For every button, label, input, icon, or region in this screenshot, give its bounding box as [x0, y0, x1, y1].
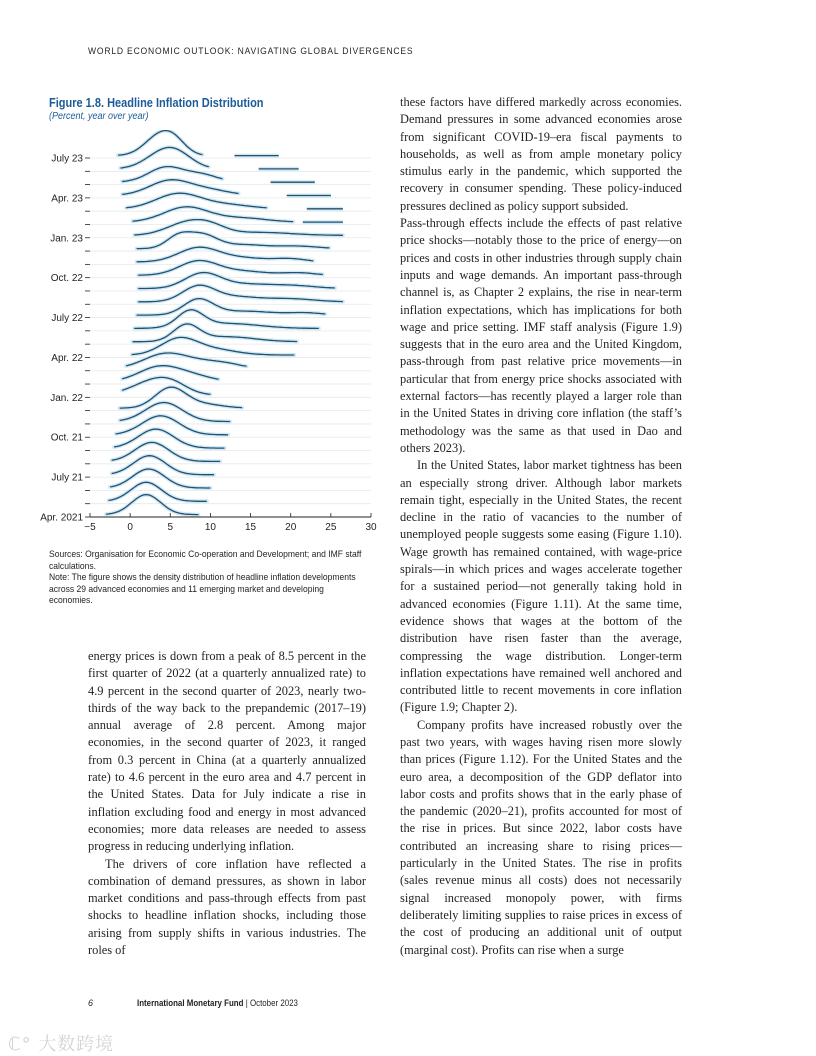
paragraph: energy prices is down from a peak of 8.5 percent in the first quarter of 2022 (at a quarterly annualized rate) to 4.9 percent in the second quarter of 2023, nearly two-thirds of the way back to the prepandemic (2017–19) annual average of 2.8 percent. Among major economies, in the second quarter of 2023, it ranged from 0.3 percent in China (at a quarterly annualized rate) to 4.6 percent in the euro area and 4.7 percent in the United States. Data for July indicate a rise in inflation excluding food and energy in most advanced economies; more data releases are needed to assess progress in reducing underlying inflation.	[88, 649, 366, 854]
paragraph: Pass-through effects include the effects of past relative price shocks—notably those to the price of energy—on prices and costs in other industries through supply chain inputs and wage demands. An important pass-through channel is, as Chapter 2 explains, the rise in near-term inflation expectations, which has implications for both wage and price setting. IMF staff analysis (Figure 1.9) suggests that in the euro area and the United Kingdom, pass-through from past relative price movements—in particular that from energy price shocks associated with external factors—has recently played a larger role than in the United States in driving core inflation (the staff’s methodology was the same as that used in Dao and others 2023).	[400, 216, 682, 455]
paragraph: In the United States, labor market tightness has been an especially strong driver. Although labor markets remain tight, especially in the United States, the recent decline in the ratio of vacancies to the number of unemployed people suggests some easing (Figure 1.10). Wage growth has remained contained, with wage-price spirals—in which prices and wages accelerate together for a sustained period—not generally taking hold in advanced economies (Figure 1.11). At the same time, evidence shows that wages at the bottom of the distribution have risen faster than the average, compressing the wage distribution. Longer-term inflation expectations have remained well anchored and contributed little to recent movements in core inflation (Figure 1.9; Chapter 2).	[400, 458, 682, 715]
footer-separator: |	[243, 998, 250, 1008]
y-axis	[40, 154, 90, 524]
paragraph: these factors have differed markedly across economies. Demand pressures in some advanced economies arose from significant COVID-19–era fiscal payments to households, as well as from ample monetary policy stimulus early in the pandemic, which supported the recovery in consumer spending. These policy-induced pressures declined as policy support subsided.	[400, 95, 682, 213]
ridge-glow	[112, 442, 220, 461]
page-number: 6	[88, 998, 94, 1008]
x-axis	[84, 513, 377, 533]
y-tick-label: Apr. 23	[51, 193, 83, 205]
x-tick-label: 15	[245, 522, 257, 533]
publication-date: October 2023	[249, 998, 298, 1008]
y-tick-label: Apr. 2021	[40, 512, 83, 524]
ridge-line-2022-01	[122, 377, 210, 394]
watermark-logo-icon: ℂ°	[8, 1034, 32, 1055]
ridge-glow	[114, 429, 224, 448]
x-tick-label: 10	[204, 522, 216, 533]
paragraph: Company profits have increased robustly over the past two years, with wages having risen more slowly than prices (Figure 1.12). For the United States and the euro area, a decomposition of the GDP deflator into labor costs and profits shows that in the early phase of the pandemic (2020–21), profits accounted for most of the rise in prices. But since 2022, labor costs have contributed an increasing share to rising prices—particularly in the United States. The rise in profits (sales revenue minus all costs) does not necessarily signal increased monopoly power, with firms deliberately limiting supplies to raise prices in excess of the cost of producing an additional unit of output (marginal cost). Profits can rise when a surge	[400, 717, 682, 957]
y-tick-label: Jan. 23	[50, 233, 83, 245]
right-column	[400, 94, 682, 959]
y-tick-label: July 22	[51, 313, 83, 325]
ridgeline-chart	[40, 130, 385, 540]
watermark-text: 大数跨境	[38, 1034, 115, 1055]
y-tick-label: Jan. 22	[50, 392, 83, 404]
x-tick-label: 0	[127, 522, 133, 533]
note-line-1: Note: The figure shows the density distribution of headline inflation developments	[49, 572, 356, 583]
sources-line-2: calculations.	[49, 560, 97, 571]
ridge-glow	[110, 469, 210, 488]
sources-line-1: Sources: Organisation for Economic Co-operation and Development; and IMF staff	[49, 549, 362, 559]
publisher: International Monetary Fund	[137, 998, 244, 1008]
ridge-glow	[112, 456, 214, 475]
figure-title: Figure 1.8. Headline Inflation Distribution	[49, 96, 264, 110]
ridges	[106, 131, 343, 515]
y-tick-label: Apr. 22	[51, 352, 83, 364]
figure-notes	[49, 549, 379, 607]
x-tick-label: 25	[325, 522, 337, 533]
left-column	[88, 648, 366, 959]
y-tick-label: Oct. 21	[50, 432, 83, 444]
x-tick-label: −5	[84, 522, 96, 533]
x-tick-label: 20	[285, 522, 297, 533]
x-tick-label: 30	[365, 522, 377, 533]
figure-subtitle: (Percent, year over year)	[49, 111, 149, 122]
ridge-line-2021-08	[112, 442, 220, 461]
y-tick-label: July 23	[51, 153, 83, 165]
paragraph: The drivers of core inflation have reflected a combination of demand pressures, as shown in labor market conditions and pass-through effects from past shocks to headline inflation shocks, including those arising from supply shifts in various industries. The roles of	[88, 856, 366, 958]
y-tick-label: Oct. 22	[50, 273, 83, 285]
watermark	[8, 1030, 114, 1056]
footer-publication	[137, 998, 298, 1008]
x-tick-label: 5	[167, 522, 174, 533]
running-head: WORLD ECONOMIC OUTLOOK: NAVIGATING GLOBAL DIVERGENCES	[88, 46, 414, 57]
note-line-3: economies.	[49, 595, 93, 606]
note-line-2: across 29 advanced economies and 11 emerging market and developing	[49, 583, 324, 594]
y-tick-label: July 21	[51, 472, 83, 484]
